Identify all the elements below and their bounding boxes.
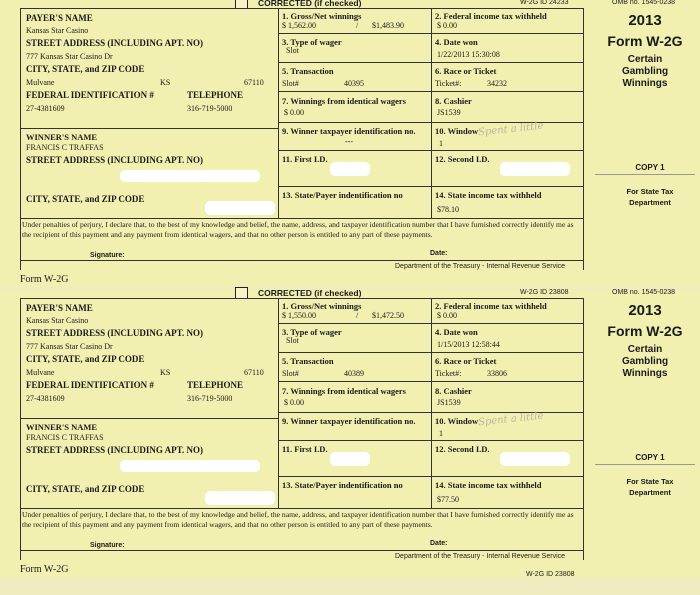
winner-city-label: CITY, STATE, and ZIP CODE — [26, 484, 145, 494]
box5-slot-label: Slot# — [282, 369, 299, 378]
winner-name: FRANCIS C TRAFFAS — [26, 143, 104, 152]
payer-state: KS — [160, 368, 171, 377]
box3-value: Slot — [286, 46, 299, 55]
box4-value: 1/22/2013 15:30:08 — [437, 50, 500, 59]
perjury-statement: Under penalties of perjury, I declare that, to the best of my knowledge and belief, the name, address, and taxpayer identification number that I have furnished correctly identify me as the recipient of this payment and any payment from identical wagers, and that no other person is entitled to any part of these payments. — [22, 510, 574, 529]
box5-slot-number: 40389 — [344, 369, 364, 378]
fedid-value: 27-4381609 — [26, 104, 65, 113]
box1-label: 1. Gross/Net winnings — [282, 301, 362, 311]
winner-name-label: WINNER'S NAME — [26, 132, 98, 142]
payer-zip: 67110 — [244, 78, 264, 87]
form-subtitle-3: Winnings — [622, 78, 668, 89]
box14-value: $78.10 — [437, 205, 459, 214]
box6-label: 6. Race or Ticket — [435, 356, 497, 366]
copy-label: COPY 1 — [635, 453, 665, 462]
footer-form-name: Form W-2G — [20, 564, 69, 575]
box1-gross: $ 1,550.00 — [282, 311, 316, 320]
fedid-label: FEDERAL IDENTIFICATION # — [26, 90, 154, 100]
footer-form-name: Form W-2G — [20, 274, 69, 285]
telephone-value: 316-719-5000 — [187, 104, 233, 113]
copy-sub-1: For State Tax — [626, 477, 674, 486]
corrected-label: CORRECTED (if checked) — [258, 288, 362, 298]
box8-label: 8. Cashier — [435, 386, 472, 396]
box1-gross: $ 1,562.00 — [282, 21, 316, 30]
winner-name-label: WINNER'S NAME — [26, 422, 98, 432]
box9-label: 9. Winner taxpayer identification no. — [282, 126, 416, 136]
payer-city: Mulvane — [26, 368, 55, 377]
copy-sub-2: Department — [629, 198, 671, 207]
payer-city-label: CITY, STATE, and ZIP CODE — [26, 354, 145, 364]
redaction-winner-street — [120, 170, 260, 182]
form-year: 2013 — [628, 302, 662, 319]
winner-name: FRANCIS C TRAFFAS — [26, 433, 104, 442]
redaction-winner-address — [205, 491, 275, 505]
box1-net: $1,472.50 — [372, 311, 404, 320]
winner-street-label: STREET ADDRESS (INCLUDING APT. NO) — [26, 445, 203, 455]
box6-ticket-number: 33806 — [487, 369, 507, 378]
fedid-label: FEDERAL IDENTIFICATION # — [26, 380, 154, 390]
handwritten-note: Spent a little — [477, 120, 544, 139]
box2-value: $ 0.00 — [437, 21, 457, 30]
box11-label: 11. First I.D. — [282, 444, 328, 454]
w2g-form-1 — [0, 0, 700, 287]
redaction-winner-address — [205, 201, 275, 215]
form-id-top: W-2G ID 23808 — [520, 289, 569, 296]
form-subtitle-1: Certain — [627, 344, 663, 355]
copy-label: COPY 1 — [635, 163, 665, 172]
winner-city-label: CITY, STATE, and ZIP CODE — [26, 194, 145, 204]
box10-value: 1 — [439, 139, 443, 148]
corrected-label: CORRECTED (if checked) — [258, 0, 362, 8]
payer-name: Kansas Star Casino — [26, 316, 89, 325]
payer-city: Mulvane — [26, 78, 55, 87]
signature-label: Signature: — [90, 542, 125, 549]
box1-net: $1,483.90 — [372, 21, 404, 30]
box8-value: JS1539 — [437, 108, 461, 117]
box2-value: $ 0.00 — [437, 311, 457, 320]
payer-street-label: STREET ADDRESS (INCLUDING APT. NO) — [26, 328, 203, 338]
box7-value: $ 0.00 — [284, 398, 304, 407]
redaction-first-id — [330, 452, 370, 466]
box4-label: 4. Date won — [435, 37, 478, 47]
redaction-second-id — [500, 452, 570, 466]
payer-state: KS — [160, 78, 171, 87]
perjury-statement: Under penalties of perjury, I declare that, to the best of my knowledge and belief, the name, address, and taxpayer identification number that I have furnished correctly identify me as the recipient of this payment and any payment from identical wagers, and that no other person is entitled to any part of these payments. — [22, 220, 574, 239]
box9-value: --- — [345, 137, 353, 146]
box11-label: 11. First I.D. — [282, 154, 328, 164]
payer-city-label: CITY, STATE, and ZIP CODE — [26, 64, 145, 74]
form-subtitle-1: Certain — [627, 54, 663, 65]
box7-value: $ 0.00 — [284, 108, 304, 117]
department-line: Department of the Treasury - Internal Revenue Service — [395, 263, 566, 270]
redaction-winner-street — [120, 460, 260, 472]
form-id-top: W-2G ID 24233 — [520, 0, 569, 6]
payer-name-label: PAYER'S NAME — [26, 303, 93, 313]
box8-label: 8. Cashier — [435, 96, 472, 106]
payer-zip: 67110 — [244, 368, 264, 377]
box3-label: 3. Type of wager — [282, 37, 342, 47]
payer-street: 777 Kansas Star Casino Dr — [26, 342, 113, 351]
copy-sub-1: For State Tax — [626, 187, 674, 196]
box4-value: 1/15/2013 12:58:44 — [437, 340, 500, 349]
box14-value: $77.50 — [437, 495, 459, 504]
form-name: Form W-2G — [607, 323, 683, 339]
box13-label: 13. State/Payer indentification no — [282, 480, 403, 490]
date-label: Date: — [430, 250, 448, 257]
box6-ticket-number: 34232 — [487, 79, 507, 88]
fedid-value: 27-4381609 — [26, 394, 65, 403]
box1-label: 1. Gross/Net winnings — [282, 11, 362, 21]
box1-separator: / — [356, 21, 359, 30]
box10-value: 1 — [439, 429, 443, 438]
box14-label: 14. State income tax withheld — [435, 190, 542, 200]
box5-label: 5. Transaction — [282, 66, 334, 76]
box2-label: 2. Federal income tax withheld — [435, 11, 547, 21]
box5-label: 5. Transaction — [282, 356, 334, 366]
w2g-form-2 — [0, 290, 700, 577]
box9-label: 9. Winner taxpayer identification no. — [282, 416, 416, 426]
form-subtitle-2: Gambling — [621, 356, 669, 367]
box6-ticket-label: Ticket#: — [435, 369, 462, 378]
box6-label: 6. Race or Ticket — [435, 66, 497, 76]
handwritten-note: Spent a little — [477, 410, 544, 429]
box12-label: 12. Second I.D. — [435, 444, 490, 454]
form-subtitle-3: Winnings — [622, 368, 668, 379]
telephone-label: TELEPHONE — [187, 380, 244, 390]
box8-value: JS1539 — [437, 398, 461, 407]
box6-ticket-label: Ticket#: — [435, 79, 462, 88]
telephone-value: 316-719-5000 — [187, 394, 233, 403]
box10-label: 10. Window — [435, 126, 479, 136]
form-subtitle-2: Gambling — [621, 66, 669, 77]
payer-street: 777 Kansas Star Casino Dr — [26, 52, 113, 61]
form-year: 2013 — [628, 12, 662, 29]
box14-label: 14. State income tax withheld — [435, 480, 542, 490]
copy-sub-2: Department — [629, 488, 671, 497]
department-line: Department of the Treasury - Internal Revenue Service — [395, 553, 566, 560]
box1-separator: / — [356, 311, 359, 320]
payer-street-label: STREET ADDRESS (INCLUDING APT. NO) — [26, 38, 203, 48]
box3-label: 3. Type of wager — [282, 327, 342, 337]
box4-label: 4. Date won — [435, 327, 478, 337]
box5-slot-number: 40395 — [344, 79, 364, 88]
omb-number: OMB no. 1545-0238 — [612, 289, 676, 296]
winner-street-label: STREET ADDRESS (INCLUDING APT. NO) — [26, 155, 203, 165]
box2-label: 2. Federal income tax withheld — [435, 301, 547, 311]
redaction-first-id — [330, 162, 370, 176]
box7-label: 7. Winnings from identical wagers — [282, 386, 406, 396]
box10-label: 10. Window — [435, 416, 479, 426]
box13-label: 13. State/Payer indentification no — [282, 190, 403, 200]
box7-label: 7. Winnings from identical wagers — [282, 96, 406, 106]
payer-name-label: PAYER'S NAME — [26, 13, 93, 23]
box5-slot-label: Slot# — [282, 79, 299, 88]
form-name: Form W-2G — [607, 33, 683, 49]
footer-form-id: W-2G ID 23808 — [526, 571, 575, 578]
omb-number: OMB no. 1545-0238 — [612, 0, 676, 6]
box3-value: Slot — [286, 336, 299, 345]
date-label: Date: — [430, 540, 448, 547]
payer-name: Kansas Star Casino — [26, 26, 89, 35]
box12-label: 12. Second I.D. — [435, 154, 490, 164]
redaction-second-id — [500, 162, 570, 176]
signature-label: Signature: — [90, 252, 125, 259]
telephone-label: TELEPHONE — [187, 90, 244, 100]
